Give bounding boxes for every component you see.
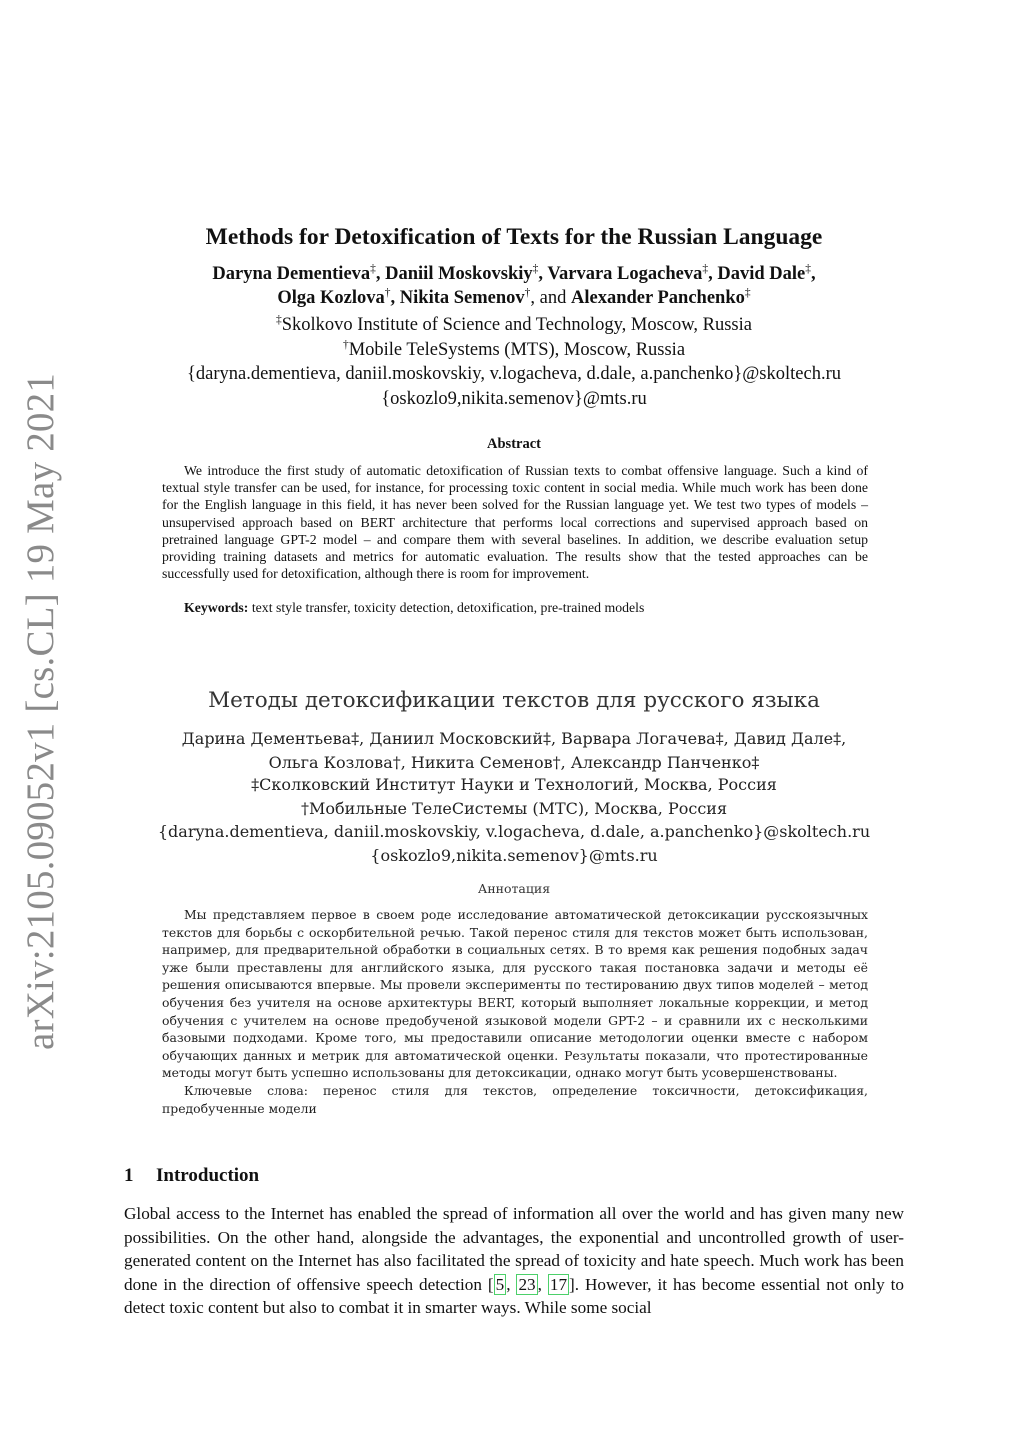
introduction-body	[124, 1202, 904, 1320]
abstract-heading: Abstract	[487, 436, 541, 452]
section-heading	[124, 1165, 259, 1187]
and-word: and	[539, 288, 567, 308]
email-line-2: {oskozlo9,nikita.semenov}@mts.ru	[381, 388, 647, 409]
russian-email-line-1: {daryna.dementieva, daniil.moskovskiy, v.logacheva, d.dale, a.panchenko}@skoltech.ru	[157, 822, 871, 841]
affiliation-mark: †	[524, 286, 531, 299]
keywords-label: Keywords:	[184, 600, 249, 615]
author-name: Nikita Semenov	[399, 288, 525, 308]
abstract-body	[162, 462, 868, 582]
keywords-text: text style transfer, toxicity detection, detoxification, pre-trained models	[251, 600, 645, 615]
affiliation-1: ‡Skolkovo Institute of Science and Technology, Moscow, Russia	[276, 313, 752, 335]
author-name: Daryna Dementieva	[212, 264, 371, 284]
author-name: Alexander Panchenko	[570, 288, 745, 308]
affiliations	[124, 313, 904, 411]
russian-abstract-heading: Аннотация	[477, 881, 551, 896]
russian-email-line-2: {oskozlo9,nikita.semenov}@mts.ru	[370, 845, 658, 865]
russian-author-line-2: Ольга Козлова†, Никита Семенов†, Александр Панченко‡	[268, 752, 760, 772]
affiliation-mark: ‡	[805, 262, 811, 275]
section-title: Introduction	[156, 1165, 260, 1186]
russian-author-list	[124, 727, 904, 774]
citation-link[interactable]: 23	[518, 1274, 536, 1294]
affiliation-2: †Mobile TeleSystems (MTS), Moscow, Russia	[342, 338, 686, 360]
paper-title: Methods for Detoxification of Texts for the Russian Language	[205, 224, 823, 250]
russian-author-line-1: Дарина Дементьева‡, Даниил Московский‡, Варвара Логачева‡, Давид Дале‡,	[181, 729, 847, 748]
author-name: Daniil Moskovskiy	[385, 264, 533, 284]
author-name: Varvara Logacheva	[547, 264, 703, 284]
abstract-text: We introduce the first study of automatic detoxification of Russian texts to combat offensive language. Such a kind of textual style transfer can be used, for instance, for processing toxic content in social media. While much work has been done for the English language in this field, it has never been solved for the Russian language yet. We test two types of models – unsupervised approach based on BERT architecture that performs local corrections and supervised approach based on pretrained language GPT-2 model – and compare them with several baselines. In addition, we describe evaluation setup providing training datasets and metrics for automatic evaluation. The results show that the tested approaches can be successfully used for detoxification, although there is room for improvement.	[162, 463, 868, 582]
keywords	[184, 600, 644, 616]
russian-affiliation-1: ‡Сколковский Институт Науки и Технологий, Москва, Россия	[251, 775, 777, 794]
russian-affiliations	[124, 773, 904, 867]
russian-title: Методы детоксификации текстов для русского языка	[208, 688, 820, 713]
affiliation-mark: ‡	[370, 262, 376, 275]
intro-paragraph: Global access to the Internet has enabled the spread of information all over the world and has given many new possibilities. On the other hand, alongside the advantages, the exponential and uncontrolled growth of user-generated content on the Internet has also facilitated the spread of toxicity and hate speech. Much work has been done in the direction of offensive speech detection [ 5 , 23 , 17 ]. However, it has become essential not only to detect toxic content but also to combat it in smarter ways. While some social	[124, 1204, 904, 1318]
russian-affiliation-2: †Мобильные ТелеСистемы (МТС), Москва, Россия	[300, 798, 728, 818]
citation-link[interactable]: 5	[495, 1274, 505, 1294]
affiliation-mark: ‡	[702, 262, 709, 275]
author-line-1: Daryna Dementieva‡, Daniil Moskovskiy‡, Varvara Logacheva‡, David Dale‡,	[212, 262, 816, 284]
citation-link[interactable]: 17	[549, 1274, 568, 1294]
author-name: David Dale	[717, 264, 806, 284]
affiliation-mark: ‡	[744, 286, 751, 299]
author-list	[124, 262, 904, 310]
author-line-2: Olga Kozlova†, Nikita Semenov†, and Alexander Panchenko‡	[277, 286, 751, 308]
arxiv-stamp: arXiv:2105.09052v1 [cs.CL] 19 May 2021	[19, 372, 62, 1050]
section-number: 1	[124, 1165, 134, 1186]
author-name: Olga Kozlova	[277, 288, 385, 308]
affiliation-mark: ‡	[532, 262, 539, 275]
russian-abstract-body	[162, 906, 868, 1117]
russian-keywords: Ключевые слова: перенос стиля для текстов, определение токсичности, детоксификация, предобученные модели	[162, 1082, 868, 1116]
email-line-1: {daryna.dementieva, daniil.moskovskiy, v.logacheva, d.dale, a.panchenko}@skoltech.ru	[186, 364, 841, 384]
affiliation-mark: †	[384, 286, 391, 299]
russian-abstract-text: Мы представляем первое в своем роде исследование автоматической детоксикации русскоязычных текстов для борьбы с оскорбительной речью. Такой перенос стиля для текстов может быть использован, например, для предварительной обработки в социальных сетях. В то время как решения подобных задач уже были преставлены для английского языка, для русского такая постановка задачи и методы её решения описываются впервые. Мы провели эксперименты по тестированию двух типов моделей – метод обучения без учителя на основе архитектуры BERT, который выполняет локальные коррекции, и метод обучения с учителем на основе предобученой языковой модели GPT-2 – и сравнили их с несколькими базовыми подходами. Кроме того, мы предоставили описание методологии оценки вместе с набором обучающих данных и метрик для автоматической оценки. Результаты показали, что протестированные методы могут быть успешно использованы для детоксикации, однако могут быть усовершенствованы.	[162, 907, 868, 1081]
